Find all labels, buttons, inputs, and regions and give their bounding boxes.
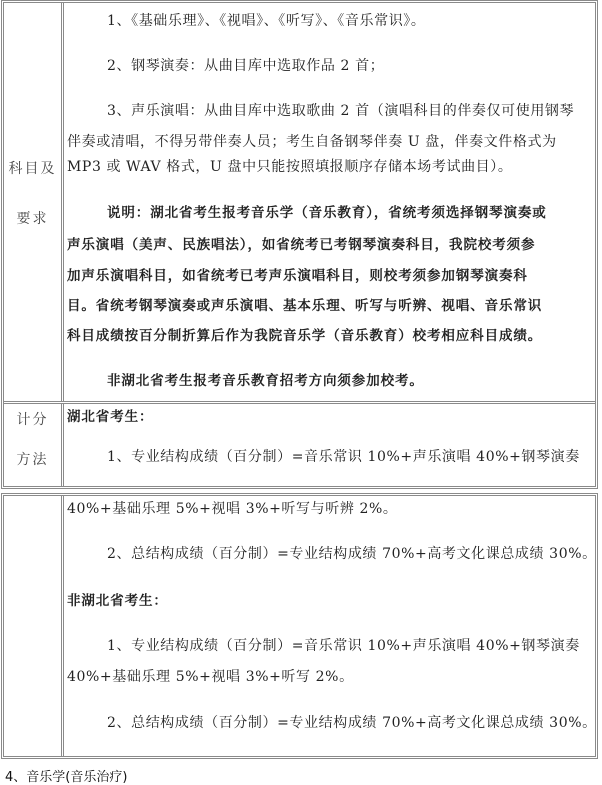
subject-item-1: 1、《基础乐理》、《视唱》、《听写》、《音乐常识》。 bbox=[107, 13, 426, 29]
hubei-formula-1-cont: 40%+基础乐理 5%+视唱 3%+听写与听辨 2%。 bbox=[67, 501, 398, 517]
note-line-5: 科目成绩按百分制折算后作为我院音乐学（音乐教育）校考相应科目成绩。 bbox=[67, 328, 543, 344]
hubei-formula-2: 2、总结构成绩（百分制）=专业结构成绩 70%+高考文化课总成绩 30%。 bbox=[107, 546, 597, 562]
empty-label-cell bbox=[4, 496, 64, 756]
scoring-row bbox=[4, 404, 595, 486]
subjects-row bbox=[4, 3, 595, 401]
note-line-3: 加声乐演唱科目，如省统考已考声乐演唱科目，则校考须参加钢琴演奏科 bbox=[67, 268, 528, 284]
non-hubei-formula-1-cont: 40%+基础乐理 5%+视唱 3%+听写 2%。 bbox=[67, 669, 354, 685]
scoring-label-cell bbox=[4, 404, 64, 486]
non-hubei-formula-1: 1、专业结构成绩（百分制）=音乐常识 10%+声乐演唱 40%+钢琴演奏 bbox=[107, 638, 580, 654]
hubei-heading: 湖北省考生： bbox=[67, 409, 154, 425]
scoring-content-cell bbox=[64, 404, 595, 486]
note-line-1: 说明：湖北省考生报考音乐学（音乐教育），省统考须选择钢琴演奏或 bbox=[107, 205, 547, 221]
subject-item-3-cont-1: 伴奏或清唱，不得另带伴奏人员；考生自备钢琴伴奏 U 盘，伴奏文件格式为 bbox=[67, 134, 557, 150]
scoring-label-line-2: 方法 bbox=[16, 452, 49, 468]
subject-item-3-cont-2: MP3 或 WAV 格式，U 盘中只能按照填报顺序存储本场考试曲目）。 bbox=[67, 159, 513, 175]
subjects-label-line-2: 要求 bbox=[16, 211, 49, 227]
non-hubei-note: 非湖北省考生报考音乐教育招考方向须参加校考。 bbox=[107, 373, 424, 389]
scoring-table-continued bbox=[1, 493, 598, 759]
scoring-content-cont bbox=[64, 496, 595, 756]
subjects-content-cell bbox=[64, 3, 595, 401]
non-hubei-heading: 非湖北省考生： bbox=[67, 593, 168, 609]
hubei-formula-1: 1、专业结构成绩（百分制）=音乐常识 10%+声乐演唱 40%+钢琴演奏 bbox=[107, 449, 580, 465]
scoring-label-line-1: 计分 bbox=[16, 412, 49, 428]
non-hubei-formula-2: 2、总结构成绩（百分制）=专业结构成绩 70%+高考文化课总成绩 30%。 bbox=[107, 715, 597, 731]
note-line-4: 目。省统考钢琴演奏或声乐演唱、基本乐理、听写与听辨、视唱、音乐常识 bbox=[67, 298, 543, 314]
subject-item-2: 2、钢琴演奏：从曲目库中选取作品 2 首； bbox=[107, 58, 385, 74]
subjects-label-cell bbox=[4, 3, 64, 401]
requirements-table bbox=[1, 0, 598, 489]
subjects-label-line-1: 科目及 bbox=[8, 161, 57, 177]
note-line-2: 声乐演唱（美声、民族唱法），如省统考已考钢琴演奏科目，我院校考须参 bbox=[67, 237, 536, 253]
scoring-row-cont bbox=[4, 496, 595, 756]
section-heading: 4、音乐学(音乐治疗) bbox=[5, 770, 128, 785]
subject-item-3: 3、声乐演唱：从曲目库中选取歌曲 2 首（演唱科目的伴奏仅可使用钢琴 bbox=[107, 103, 575, 119]
